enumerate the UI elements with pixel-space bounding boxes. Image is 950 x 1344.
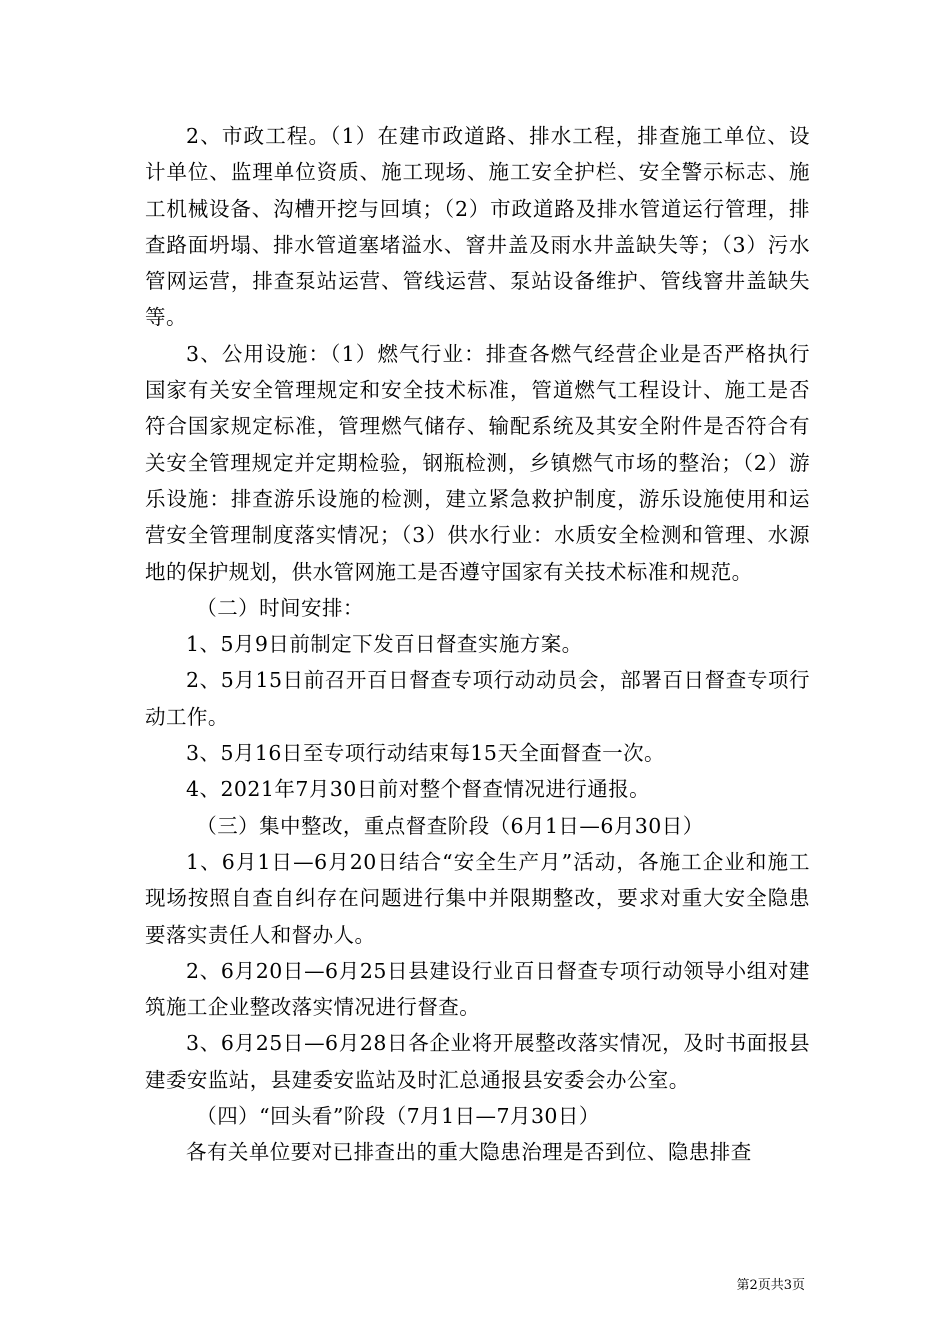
paragraph-rectification-item-3: 3、6月25日—6月28日各企业将开展整改落实情况，及时书面报县建委安监站，县建委安监站及时汇总通报县安委会办公室。	[145, 1031, 810, 1092]
section-heading-rectification: （三）集中整改，重点督查阶段（6月1日—6月30日）	[196, 813, 704, 838]
paragraph-schedule-item-1: 1、5月9日前制定下发百日督查实施方案。	[186, 632, 583, 657]
paragraph-schedule-item-2: 2、5月15日前召开百日督查专项行动动员会，部署百日督查专项行动工作。	[145, 668, 810, 729]
section-heading-schedule: （二）时间安排：	[196, 595, 364, 620]
body-text	[145, 118, 810, 1171]
paragraph-public-facilities: 3、公用设施：（1）燃气行业：排查各燃气经营企业是否严格执行国家有关安全管理规定和安全技术标准，管道燃气工程设计、施工是否符合国家规定标准，管理燃气储存、输配系统及其安全附件是否符合有关安全管理规定并定期检验，钢瓶检测，乡镇燃气市场的整治；（2）游乐设施：排查游乐设施的检测，建立紧急救护制度，游乐设施使用和运营安全管理制度落实情况；（3）供水行业：水质安全检测和管理、水源地的保护规划，供水管网施工是否遵守国家有关技术标准和规范。	[145, 341, 810, 584]
paragraph-schedule-item-4: 4、2021年7月30日前对整个督查情况进行通报。	[186, 777, 651, 802]
section-heading-review: （四）“回头看”阶段（7月1日—7月30日）	[196, 1104, 600, 1129]
paragraph-rectification-item-1: 1、6月1日—6月20日结合“安全生产月”活动，各施工企业和施工现场按照自查自纠存在问题进行集中并限期整改，要求对重大安全隐患要落实责任人和督办人。	[145, 849, 810, 947]
paragraph-municipal-works: 2、市政工程。（1）在建市政道路、排水工程，排查施工单位、设计单位、监理单位资质、施工现场、施工安全护栏、安全警示标志、施工机械设备、沟槽开挖与回填；（2）市政道路及排水管道运行管理，排查路面坍塌、排水管道塞堵溢水、窨井盖及雨水井盖缺失等；（3）污水管网运营，排查泵站运营、管线运营、泵站设备维护、管线窨井盖缺失等。	[145, 124, 810, 330]
page-number-footer: 第2页共3页	[736, 1278, 805, 1293]
paragraph-schedule-item-3: 3、5月16日至专项行动结束每15天全面督查一次。	[186, 741, 666, 766]
paragraph-rectification-item-2: 2、6月20日—6月25日县建设行业百日督查专项行动领导小组对建筑施工企业整改落实情况进行督查。	[145, 958, 810, 1020]
paragraph-review-intro: 各有关单位要对已排查出的重大隐患治理是否到位、隐患排查	[186, 1140, 752, 1165]
